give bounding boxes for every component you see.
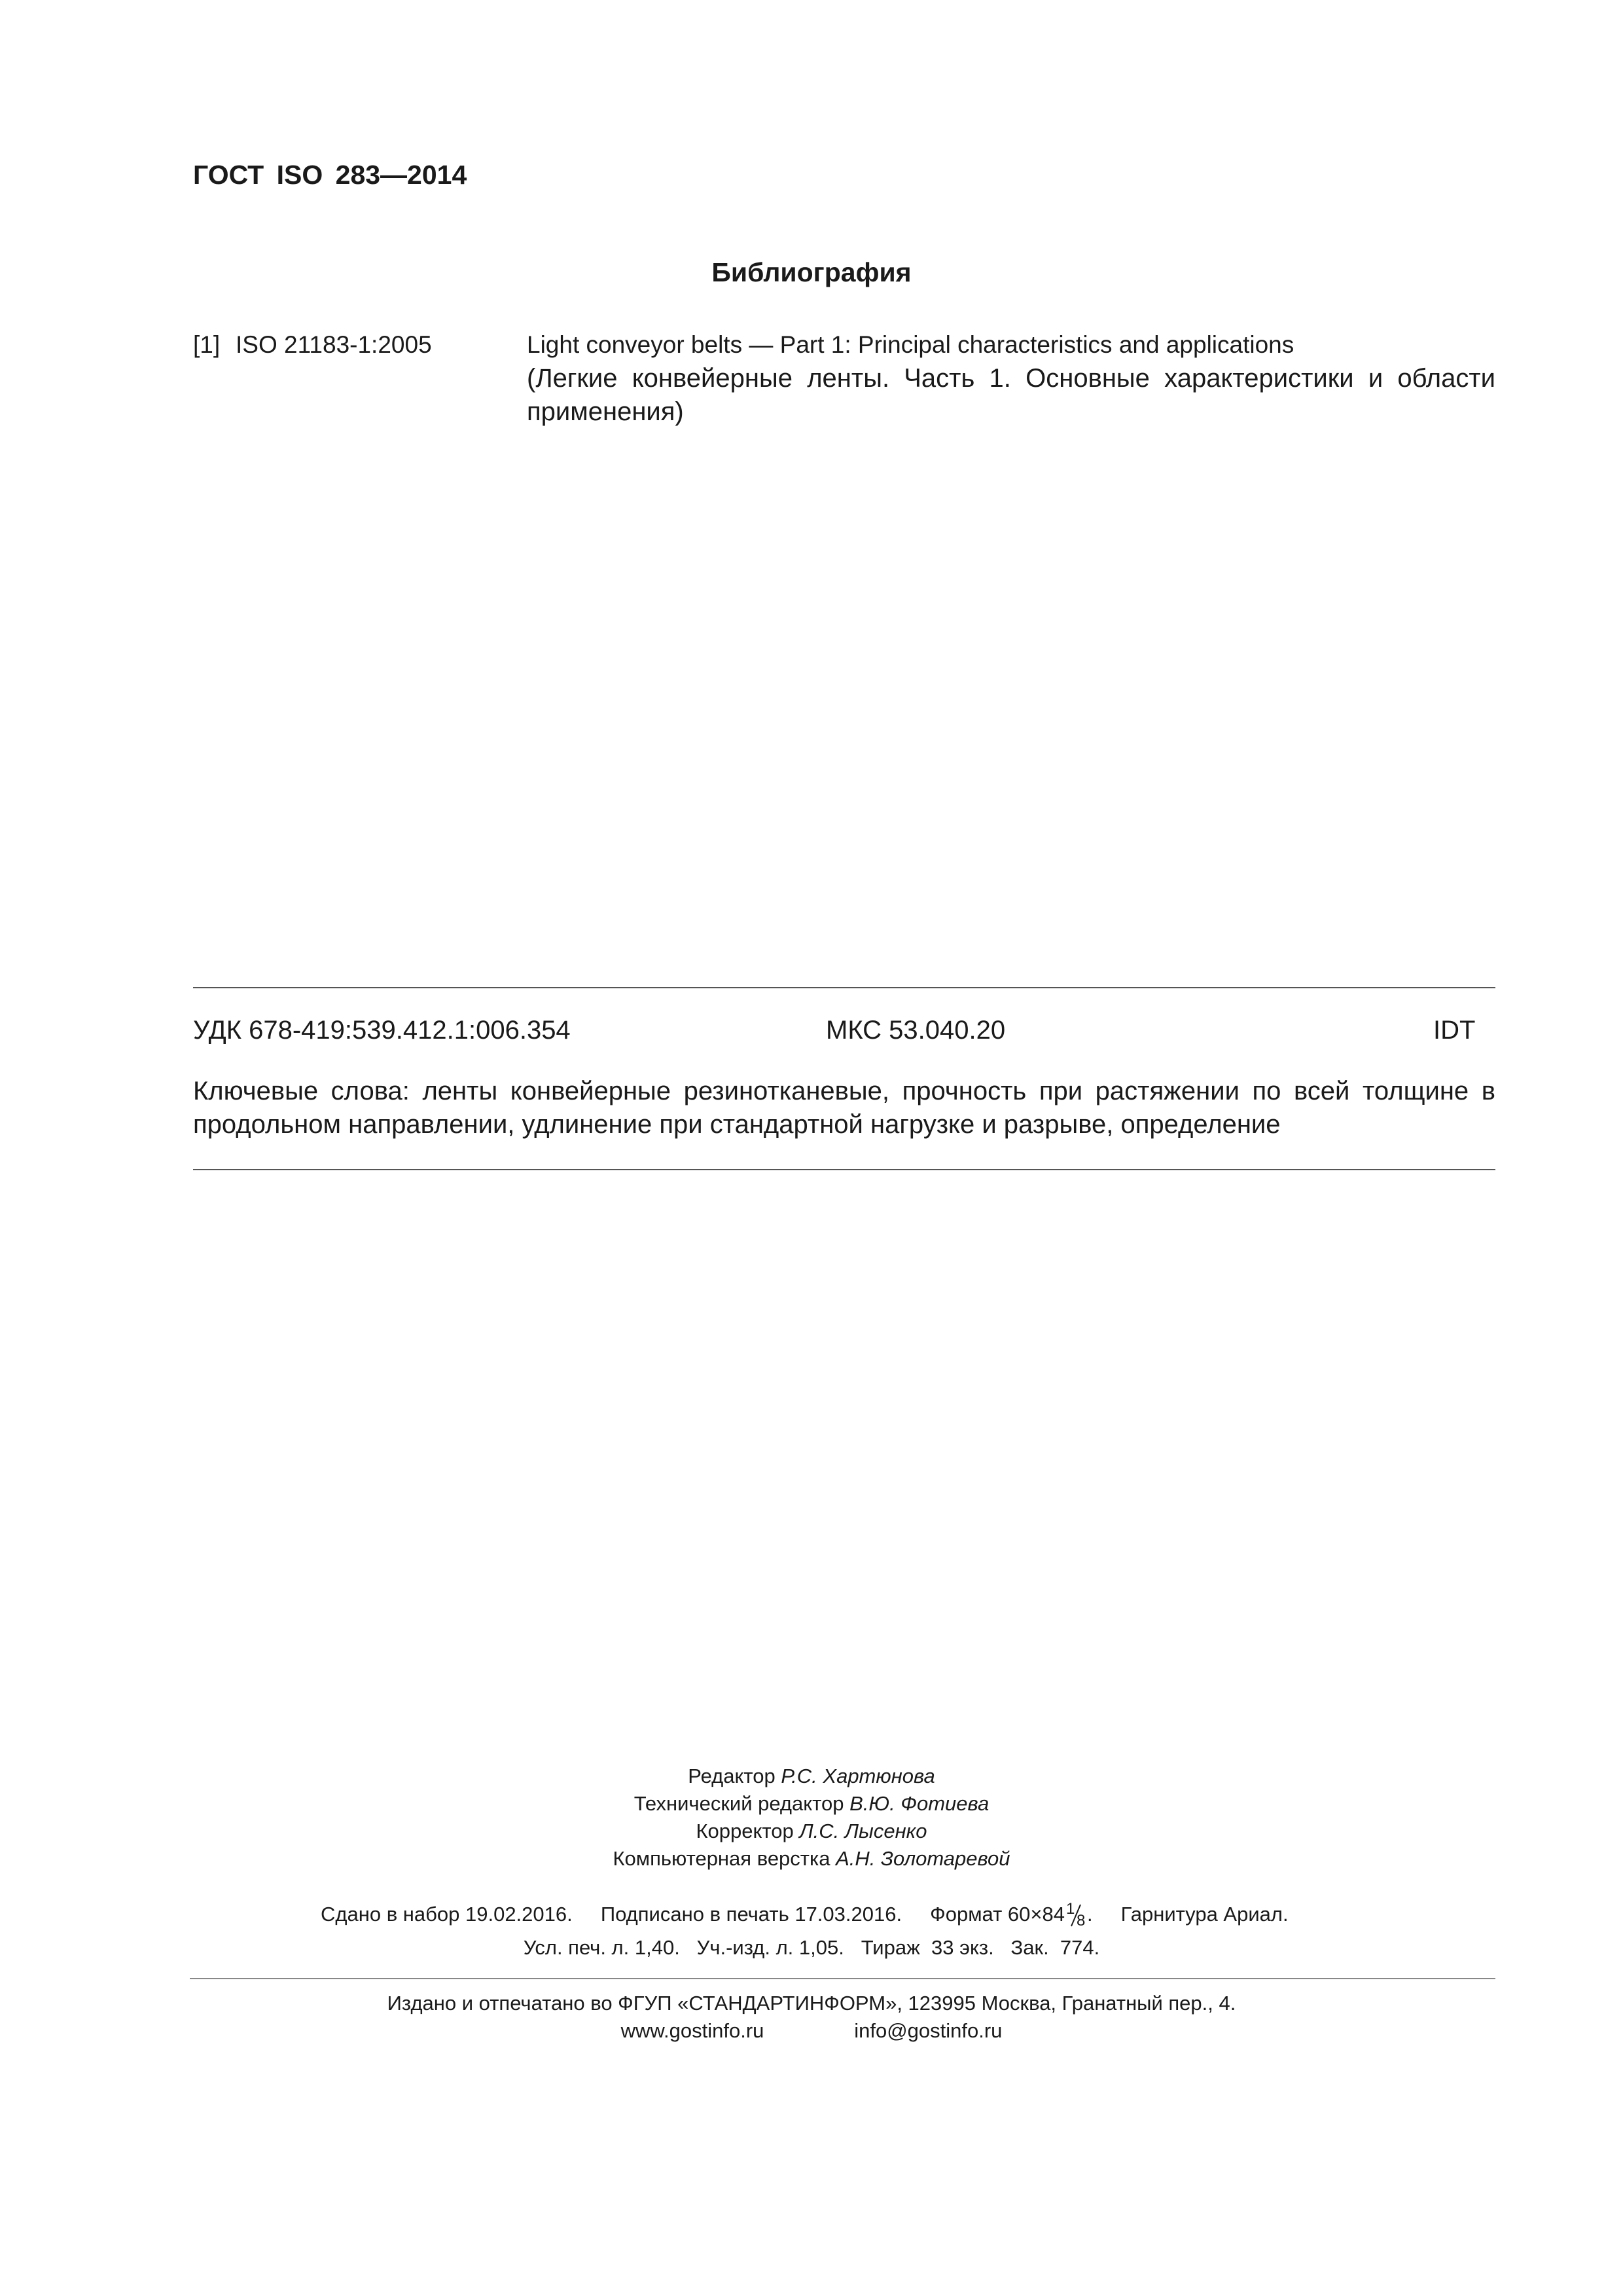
udk-code: УДК 678-419:539.412.1:006.354 bbox=[193, 1016, 571, 1045]
reference-code: ISO 21183-1:2005 bbox=[236, 331, 432, 358]
staff-layout bbox=[0, 1847, 1623, 1871]
email-link[interactable]: info@gostinfo.ru bbox=[854, 2019, 1003, 2042]
printing-info-row2 bbox=[0, 1936, 1623, 1960]
divider-middle bbox=[193, 1169, 1495, 1170]
staff-name: Р.С. Хартюнова bbox=[781, 1765, 935, 1787]
idt-marker: IDT bbox=[1433, 1016, 1476, 1045]
divider-bottom bbox=[190, 1978, 1495, 1979]
typeface: Гарнитура Ариал. bbox=[1120, 1903, 1289, 1926]
format-fraction-denominator: 8 bbox=[1076, 1912, 1086, 1929]
mks-code: МКС 53.040.20 bbox=[826, 1016, 1006, 1045]
staff-editor bbox=[0, 1765, 1623, 1788]
staff-name: Л.С. Лысенко bbox=[799, 1820, 927, 1842]
signed-date: Подписано в печать 17.03.2016. bbox=[600, 1903, 902, 1926]
printing-info-row1: Сдано в набор 19.02.2016. Подписано в печать 17.03.2016. Формат 60×84 1 8 . Гарнитура Ариал. bbox=[321, 1900, 1289, 1929]
format: Формат 60×84 bbox=[930, 1903, 1065, 1926]
order-number: Зак. 774. bbox=[1010, 1936, 1100, 1959]
publisher-contacts bbox=[0, 2019, 1623, 2043]
reference-number: [1] bbox=[193, 331, 221, 358]
staff-proofreader bbox=[0, 1820, 1623, 1843]
format-fraction-numerator: 1 bbox=[1065, 1900, 1075, 1918]
divider-top bbox=[193, 987, 1495, 988]
bibliography-title: Библиография bbox=[711, 257, 912, 287]
document-code: ГОСТ ISO 283—2014 bbox=[193, 160, 467, 190]
reference-title-ru: (Легкие конвейерные ленты. Часть 1. Основные характеристики и области применения) bbox=[527, 364, 1495, 426]
staff-technical-editor bbox=[0, 1792, 1623, 1816]
staff-role: Корректор bbox=[696, 1820, 794, 1842]
keywords: Ключевые слова: ленты конвейерные резинотканевые, прочность при растяжении по всей толщине в продольном направлении, удлинение при стандартной нагрузке и разрыве, определение bbox=[193, 1077, 1495, 1139]
staff-role: Технический редактор bbox=[633, 1792, 844, 1815]
website-link[interactable]: www.gostinfo.ru bbox=[620, 2019, 764, 2042]
circulation: Тираж 33 экз. bbox=[861, 1936, 994, 1959]
edition-sheets: Уч.-изд. л. 1,05. bbox=[696, 1936, 844, 1959]
staff-name: А.Н. Золотаревой bbox=[836, 1847, 1010, 1870]
reference-title-en: Light conveyor belts — Part 1: Principal characteristics and applications bbox=[527, 331, 1294, 358]
format-fraction bbox=[1065, 1900, 1087, 1929]
staff-name: В.Ю. Фотиева bbox=[849, 1792, 990, 1815]
staff-role: Редактор bbox=[688, 1765, 776, 1787]
publisher-line: Издано и отпечатано во ФГУП «СТАНДАРТИНФОРМ», 123995 Москва, Гранатный пер., 4. bbox=[387, 1992, 1236, 2015]
print-sheets: Усл. печ. л. 1,40. bbox=[523, 1936, 680, 1959]
submitted-date: Сдано в набор 19.02.2016. bbox=[321, 1903, 573, 1926]
staff-role: Компьютерная верстка bbox=[613, 1847, 830, 1870]
